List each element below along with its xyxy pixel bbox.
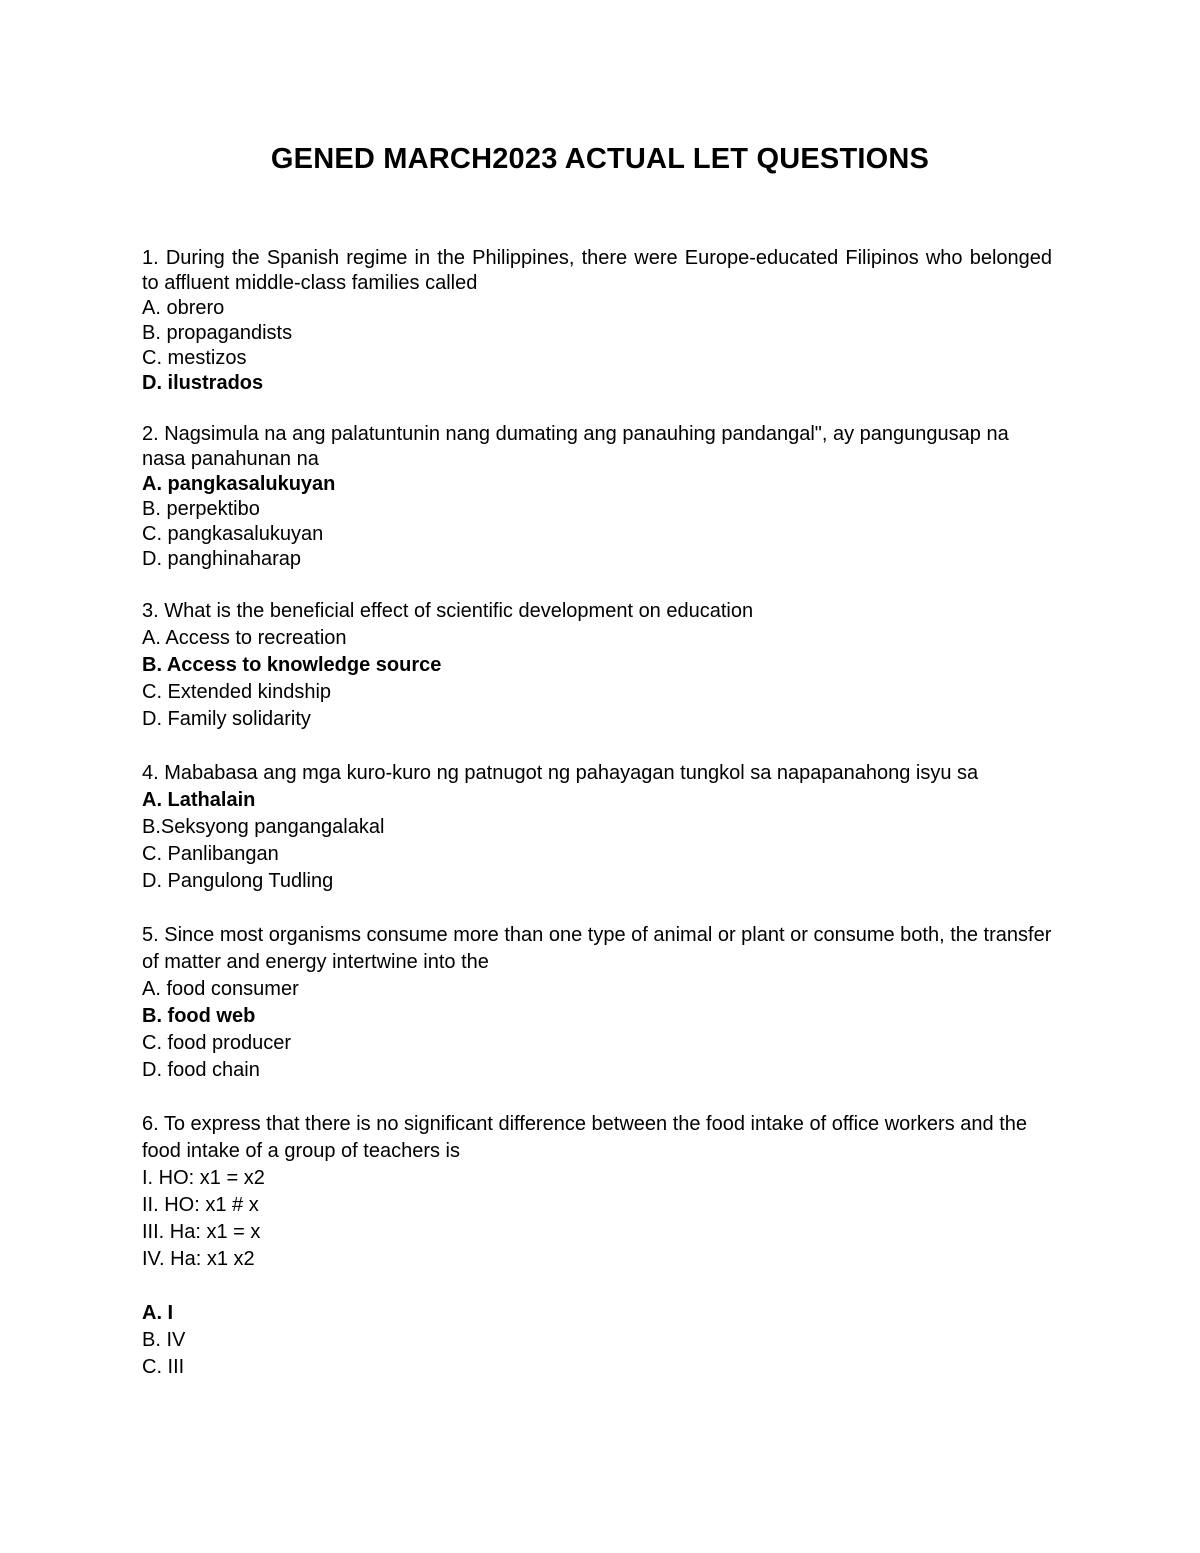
question-4-option-d: D. Pangulong Tudling — [142, 870, 334, 892]
question-6-option-c: C. III — [142, 1356, 185, 1378]
question-gap — [142, 572, 1052, 598]
statement-gap — [142, 1273, 1052, 1300]
question-3 — [142, 598, 1052, 733]
question-6 — [142, 1111, 1052, 1381]
document-title: GENED MARCH2023 ACTUAL LET QUESTIONS — [270, 143, 930, 175]
question-3-answer-b: B. Access to knowledge source — [142, 654, 442, 676]
question-2-answer-a: A. pangkasalukuyan — [142, 473, 336, 495]
question-gap — [142, 1084, 1052, 1111]
question-1-stem: 1. During the Spanish regime in the Philippines, there were Europe-educated Filipinos who belonged to affluent middle-class families called — [142, 247, 1052, 294]
question-6-statement-4: IV. Ha: x1 x2 — [142, 1248, 255, 1270]
question-4-option-c: C. Panlibangan — [142, 843, 279, 865]
question-gap — [142, 733, 1052, 760]
question-1-answer-d: D. ilustrados — [142, 372, 264, 394]
question-5-answer-b: B. food web — [142, 1005, 256, 1027]
question-5-option-d: D. food chain — [142, 1059, 260, 1081]
question-1-option-b: B. propagandists — [142, 322, 293, 344]
question-6-answer-a: A. I — [142, 1302, 174, 1324]
question-gap — [142, 396, 1052, 422]
question-4-answer-a: A. Lathalain — [142, 789, 256, 811]
question-3-option-a: A. Access to recreation — [142, 627, 347, 649]
question-2-option-d: D. panghinaharap — [142, 548, 302, 570]
question-1-option-a: A. obrero — [142, 297, 225, 319]
question-3-option-c: C. Extended kindship — [142, 681, 332, 703]
question-list — [142, 246, 1052, 1381]
question-2 — [142, 422, 1052, 572]
question-6-stem: 6. To express that there is no significant difference between the food intake of office workers and the food intake of a group of teachers is — [142, 1113, 1027, 1162]
question-5-stem: 5. Since most organisms consume more than one type of animal or plant or consume both, the transfer of matter and energy intertwine into the — [142, 924, 1052, 973]
question-3-stem: 3. What is the beneficial effect of scientific development on education — [142, 600, 754, 622]
question-2-option-c: C. pangkasalukuyan — [142, 523, 324, 545]
question-2-stem: 2. Nagsimula na ang palatuntunin nang dumating ang panauhing pandangal", ay pangungusap na nasa panahunan na — [142, 423, 1009, 470]
question-6-statement-3: III. Ha: x1 = x — [142, 1221, 261, 1243]
question-1 — [142, 246, 1052, 396]
question-5 — [142, 922, 1052, 1084]
question-2-option-b: B. perpektibo — [142, 498, 260, 520]
question-3-option-d: D. Family solidarity — [142, 708, 311, 730]
question-4-option-b: B.Seksyong pangangalakal — [142, 816, 385, 838]
question-5-option-a: A. food consumer — [142, 978, 299, 1000]
question-4 — [142, 760, 1052, 895]
question-1-option-c: C. mestizos — [142, 347, 247, 369]
question-6-statement-1: I. HO: x1 = x2 — [142, 1167, 265, 1189]
question-gap — [142, 895, 1052, 922]
question-6-statement-2: II. HO: x1 # x — [142, 1194, 259, 1216]
question-4-stem: 4. Mababasa ang mga kuro-kuro ng patnugot ng pahayagan tungkol sa napapanahong isyu sa — [142, 762, 979, 784]
question-6-option-b: B. IV — [142, 1329, 186, 1351]
question-5-option-c: C. food producer — [142, 1032, 291, 1054]
